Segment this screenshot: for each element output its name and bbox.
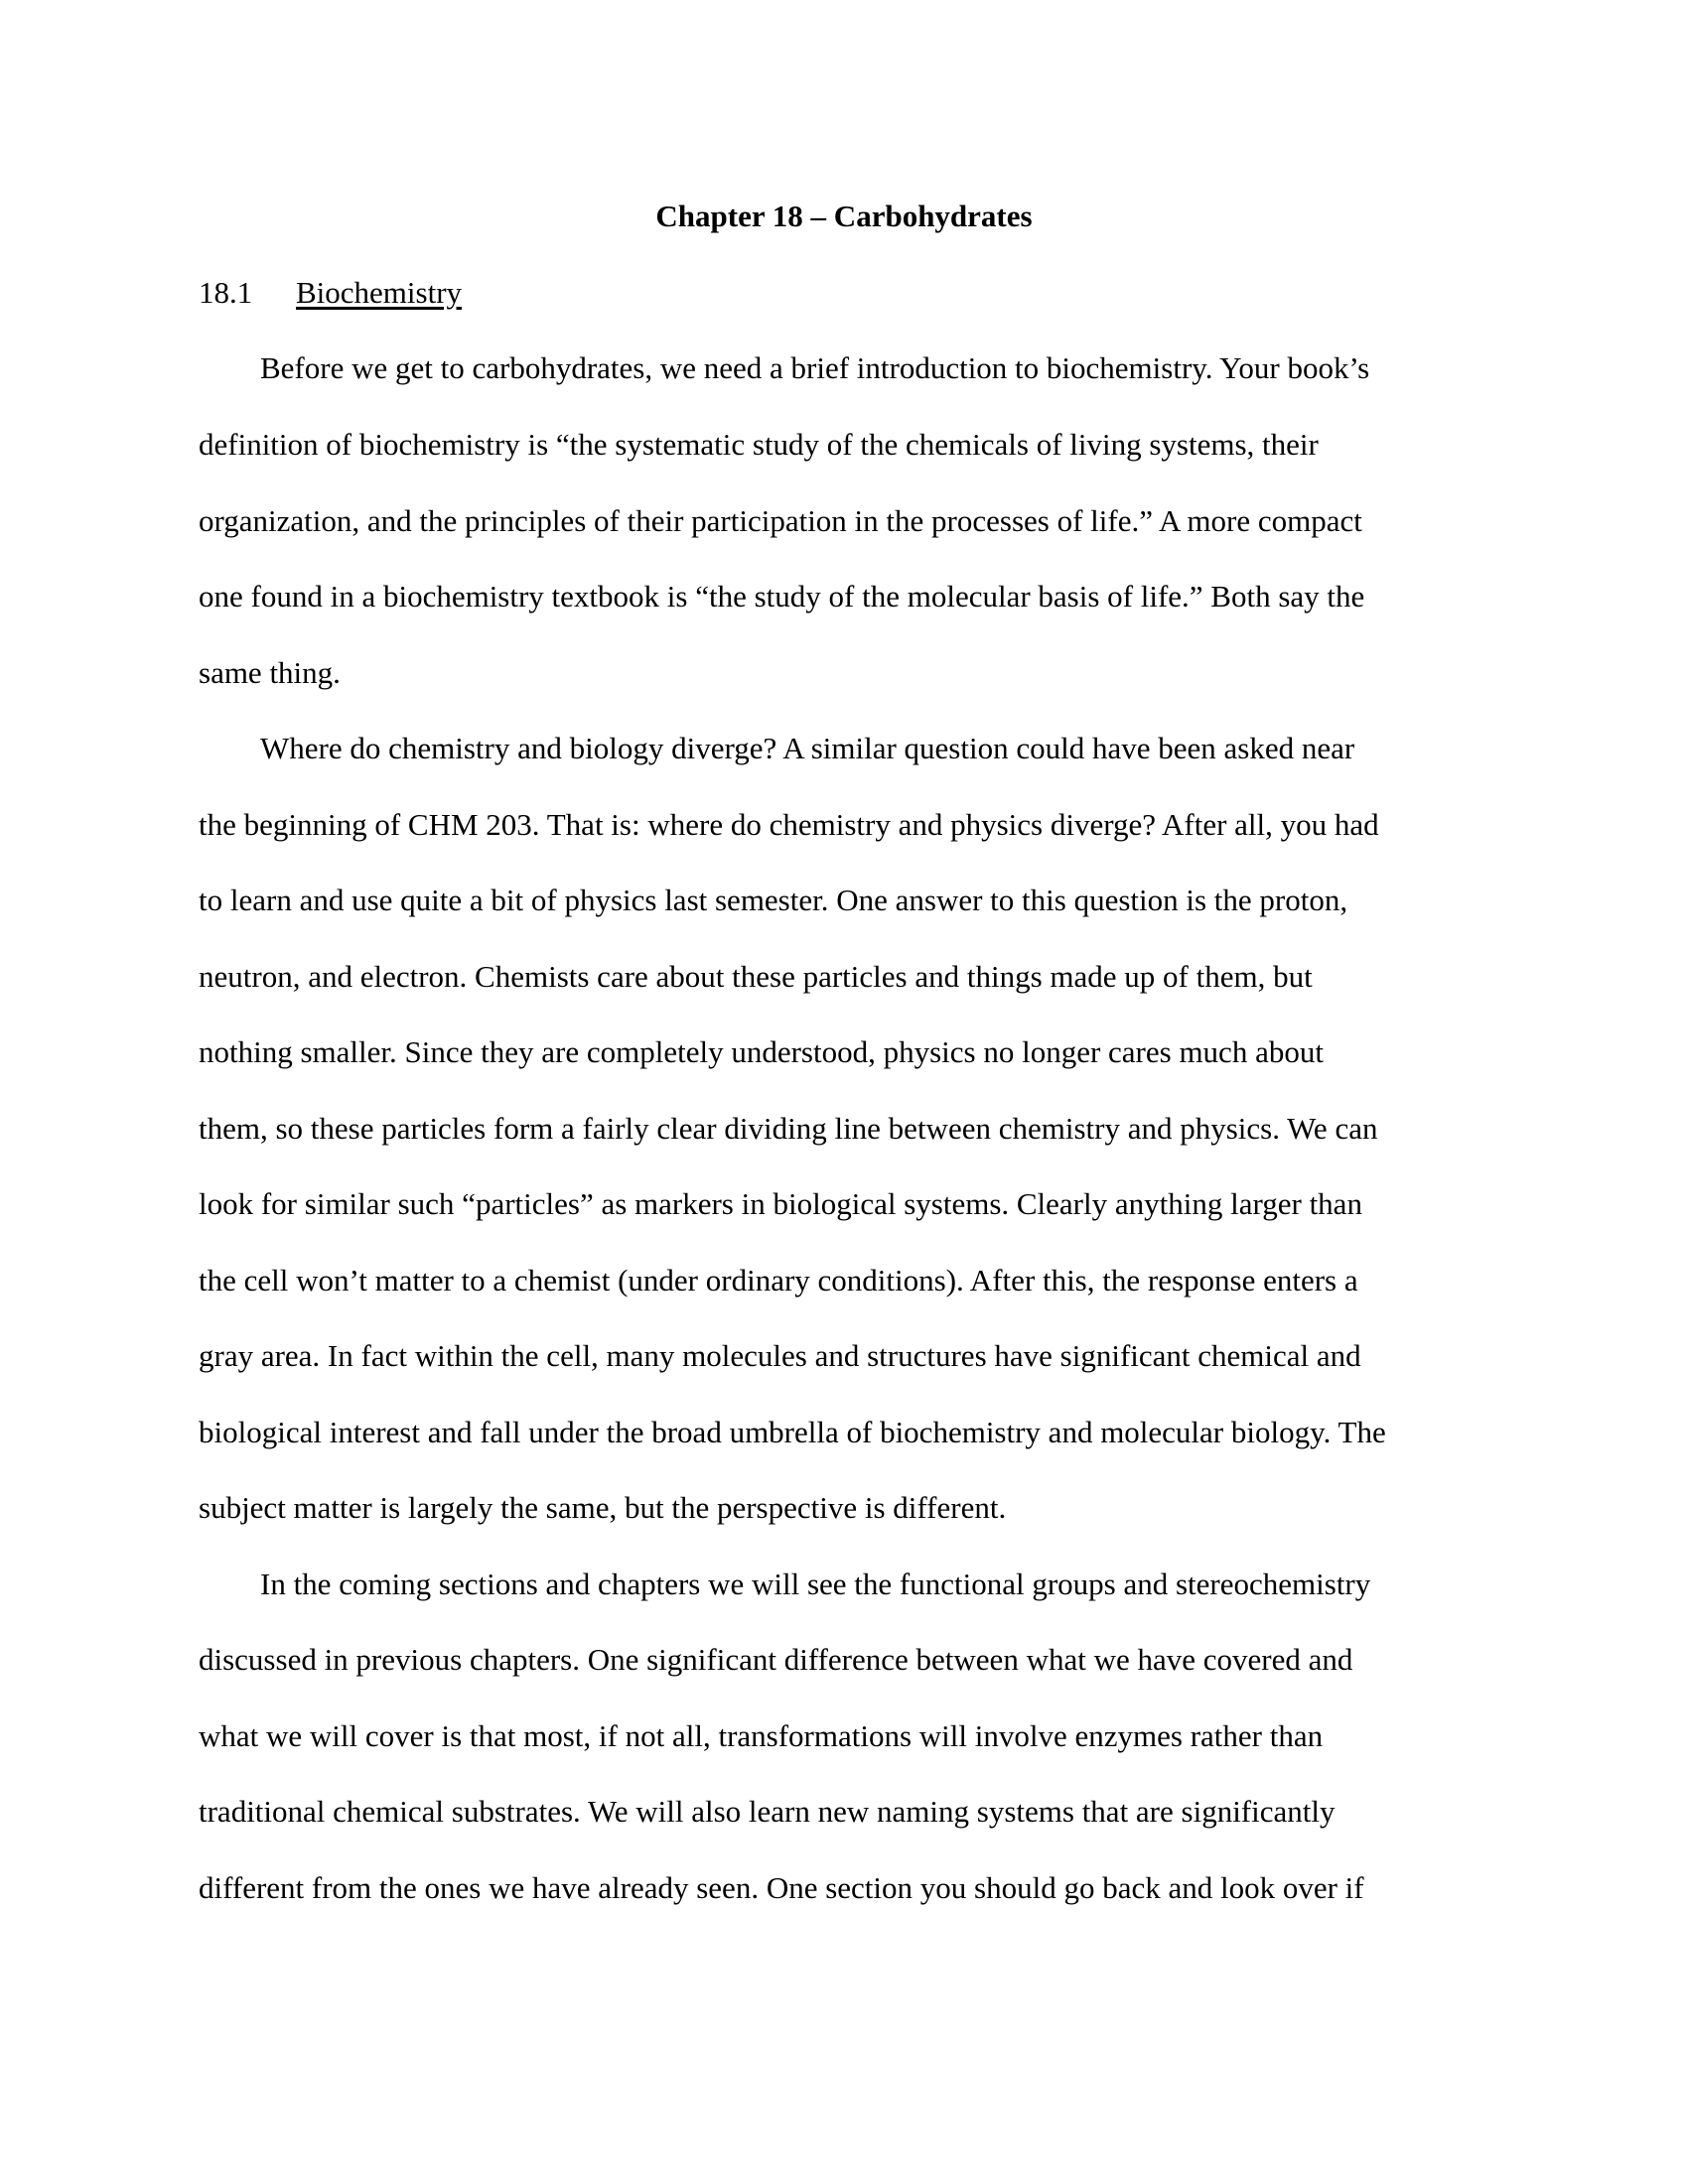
text-line: biological interest and fall under the broad umbrella of biochemistry and molecular biology. The (199, 1415, 1386, 1449)
section-number: 18.1 (199, 275, 253, 310)
text-line: the cell won’t matter to a chemist (under ordinary conditions). After this, the response enters a (199, 1263, 1358, 1297)
text-line: what we will cover is that most, if not all, transformations will involve enzymes rather than (199, 1718, 1324, 1753)
text-line: one found in a biochemistry textbook is “the study of the molecular basis of life.” Both say the (199, 579, 1365, 614)
text-line: Before we get to carbohydrates, we need a brief introduction to biochemistry. Your book’s (260, 350, 1370, 385)
section-heading (199, 273, 462, 313)
text-line: gray area. In fact within the cell, many molecules and structures have significant chemical and (199, 1338, 1361, 1373)
text-line: neutron, and electron. Chemists care about these particles and things made up of them, but (199, 959, 1313, 994)
section-title: Biochemistry (296, 275, 463, 310)
text-line: Where do chemistry and biology diverge? A similar question could have been asked near (260, 731, 1355, 765)
text-line: to learn and use quite a bit of physics last semester. One answer to this question is the proton, (199, 883, 1348, 917)
text-line: organization, and the principles of their participation in the processes of life.” A more compact (199, 503, 1362, 538)
text-line: nothing smaller. Since they are completely understood, physics no longer cares much about (199, 1034, 1324, 1069)
text-line: look for similar such “particles” as markers in biological systems. Clearly anything larger than (199, 1186, 1362, 1221)
text-line: same thing. (199, 655, 341, 690)
text-line: them, so these particles form a fairly clear dividing line between chemistry and physics. We can (199, 1111, 1378, 1146)
text-line: definition of biochemistry is “the systematic study of the chemicals of living systems, their (199, 427, 1319, 462)
text-line: the beginning of CHM 203. That is: where do chemistry and physics diverge? After all, you had (199, 807, 1379, 842)
chapter-title: Chapter 18 – Carbohydrates (655, 199, 1033, 233)
text-line: different from the ones we have already seen. One section you should go back and look over if (199, 1870, 1364, 1905)
text-line: discussed in previous chapters. One significant difference between what we have covered and (199, 1642, 1353, 1677)
text-line: subject matter is largely the same, but the perspective is different. (199, 1490, 1007, 1525)
text-line: In the coming sections and chapters we will see the functional groups and stereochemistry (260, 1567, 1371, 1601)
text-line: traditional chemical substrates. We will also learn new naming systems that are significantly (199, 1794, 1336, 1829)
